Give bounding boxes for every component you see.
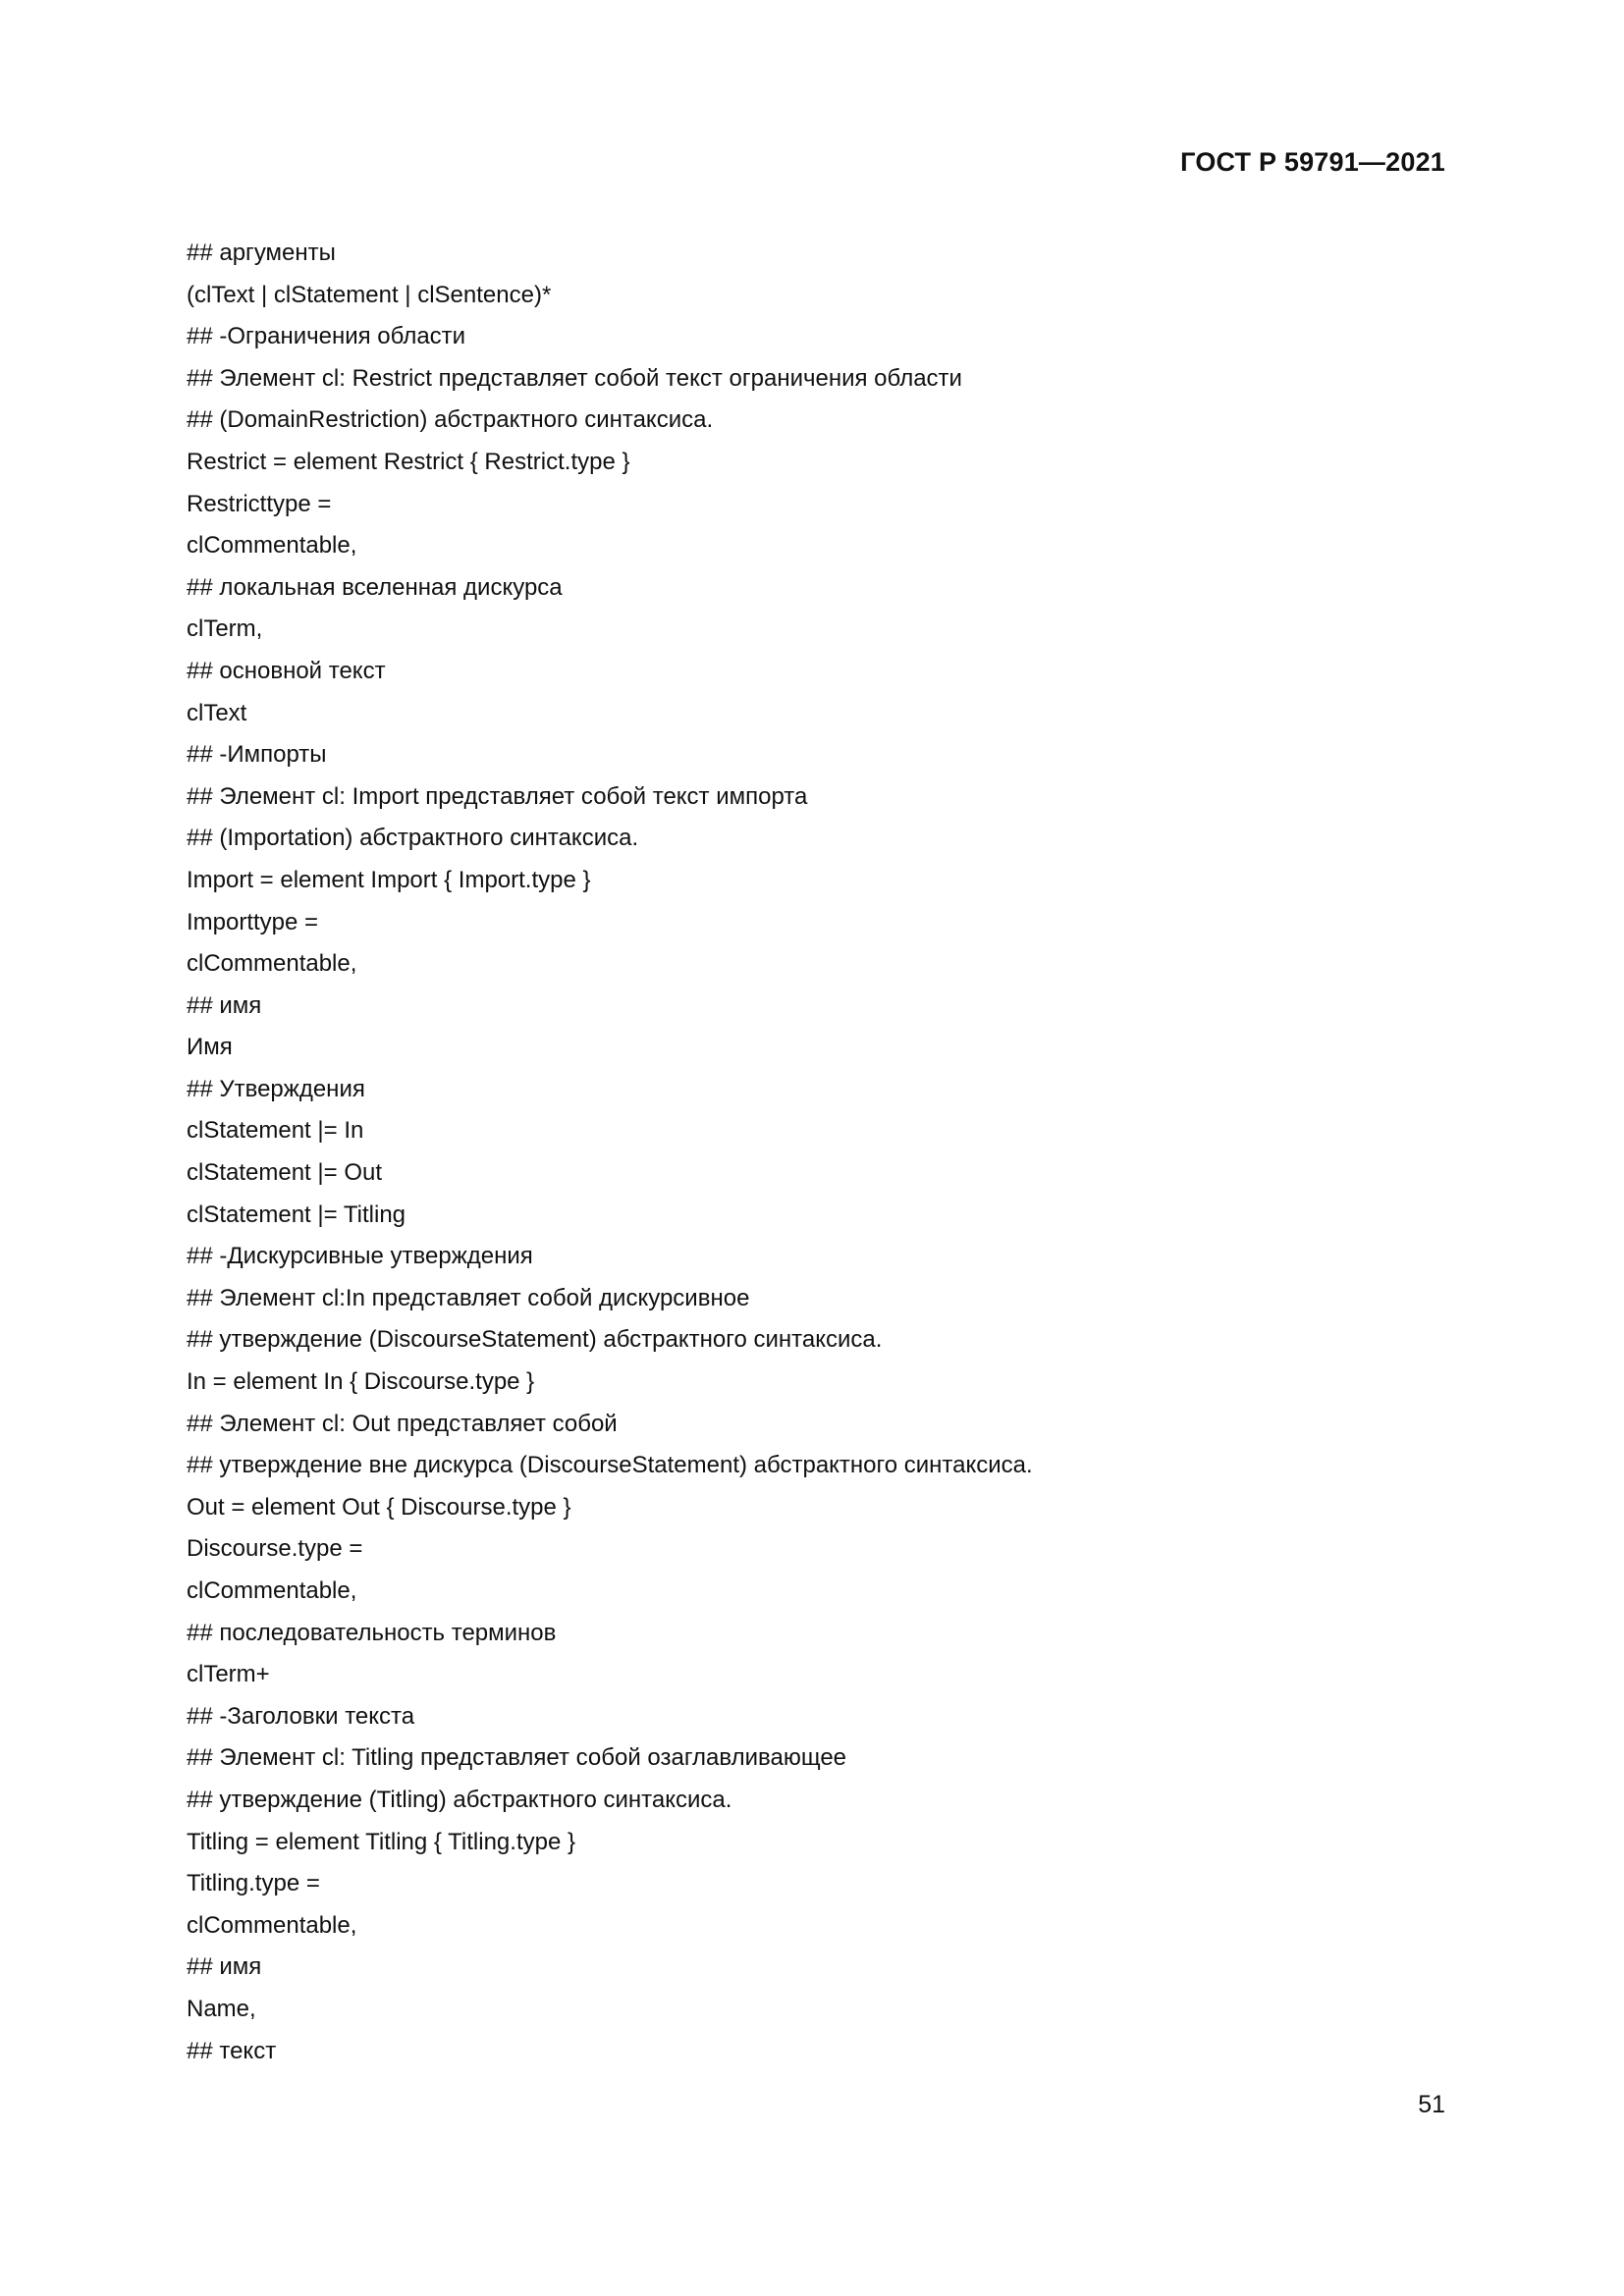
listing-line: ## утверждение вне дискурса (DiscourseStatement) абстрактного синтаксиса. [187, 1452, 1033, 1479]
listing-line: clCommentable, [187, 1577, 357, 1604]
document-header: ГОСТ Р 59791—2021 [1180, 147, 1445, 177]
listing-line: clCommentable, [187, 532, 357, 560]
listing-line: Restrict = element Restrict { Restrict.type } [187, 448, 630, 475]
listing-line: ## Элемент cl: Restrict представляет собой текст ограничения области [187, 364, 962, 392]
listing-line: clCommentable, [187, 950, 357, 978]
listing-line: ## -Дискурсивные утверждения [187, 1243, 533, 1270]
listing-line: ## (DomainRestriction) абстрактного синтаксиса. [187, 406, 714, 434]
listing-line: ## -Заголовки текста [187, 1702, 415, 1730]
listing-line: Import = element Import { Import.type } [187, 866, 591, 893]
listing-line: clCommentable, [187, 1911, 357, 1939]
listing-line: Titling = element Titling { Titling.type } [187, 1828, 575, 1855]
listing-line: ## -Импорты [187, 741, 327, 769]
listing-line: ## Элемент cl: Import представляет собой текст импорта [187, 782, 808, 810]
listing-line: clStatement |= Out [187, 1159, 382, 1187]
listing-line: ## локальная вселенная дискурса [187, 573, 563, 601]
listing-line: ## Утверждения [187, 1075, 365, 1102]
listing-line: Restricttype = [187, 490, 332, 517]
listing-line: clTerm, [187, 615, 263, 643]
listing-line: Importtype = [187, 908, 319, 935]
listing-line: Discourse.type = [187, 1535, 363, 1563]
listing-line: ## -Ограничения области [187, 323, 466, 350]
listing-line: (clText | clStatement | clSentence)* [187, 281, 552, 308]
listing-line: ## текст [187, 2037, 277, 2064]
listing-line: clStatement |= In [187, 1117, 364, 1145]
listing-line: Out = element Out { Discourse.type } [187, 1493, 571, 1521]
listing-line: ## имя [187, 1953, 262, 1981]
listing-line: clTerm+ [187, 1661, 270, 1688]
listing-line: ## Элемент cl: Out представляет собой [187, 1410, 618, 1437]
listing-line: Name, [187, 1995, 256, 2022]
listing-line: ## Элемент cl:In представляет собой дискурсивное [187, 1284, 750, 1311]
listing-line: clStatement |= Titling [187, 1201, 406, 1228]
listing-line: ## (Importation) абстрактного синтаксиса. [187, 825, 639, 852]
listing-line: ## имя [187, 991, 262, 1019]
listing-line: ## последовательность терминов [187, 1619, 557, 1646]
listing-line: Имя [187, 1034, 233, 1061]
code-listing [187, 233, 1463, 2072]
listing-line: Titling.type = [187, 1870, 320, 1897]
listing-line: ## утверждение (Titling) абстрактного синтаксиса. [187, 1786, 732, 1813]
listing-line: ## аргументы [187, 240, 336, 266]
listing-line: ## Элемент cl: Titling представляет собой озаглавливающее [187, 1744, 847, 1772]
listing-line: clText [187, 699, 247, 726]
listing-line: ## утверждение (DiscourseStatement) абстрактного синтаксиса. [187, 1326, 883, 1354]
listing-line: ## основной текст [187, 657, 386, 684]
listing-line: In = element In { Discourse.type } [187, 1368, 535, 1396]
page-number: 51 [1418, 2091, 1445, 2118]
